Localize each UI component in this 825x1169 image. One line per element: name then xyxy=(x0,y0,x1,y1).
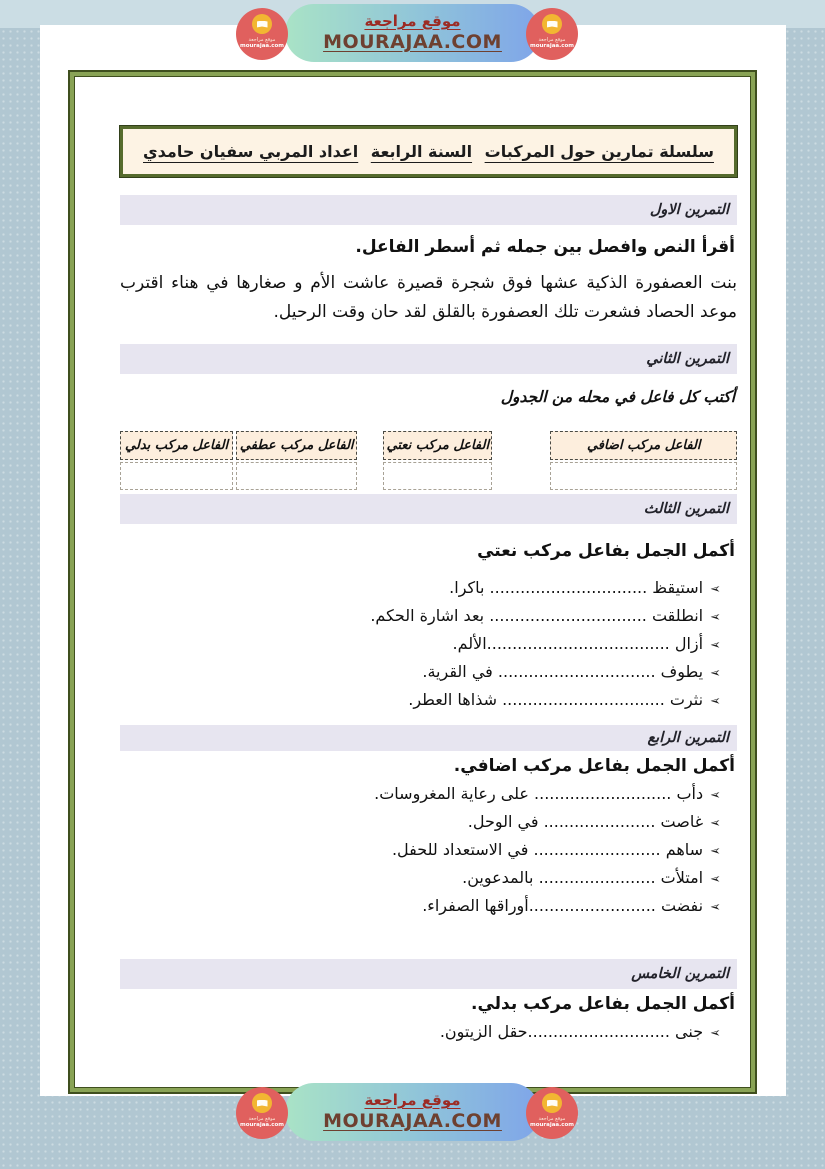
exercise-4-title: التمرين الرابع xyxy=(647,730,729,746)
top-banner-pill xyxy=(285,4,540,62)
mourajaa-logo xyxy=(526,1087,578,1139)
list-item xyxy=(120,865,721,893)
exercise-3-list xyxy=(120,575,737,715)
arrow-bullet-icon: ➢ xyxy=(710,816,721,831)
list-item xyxy=(120,1019,721,1047)
logo-caption-arabic: موقع مراجعة xyxy=(538,1116,566,1122)
item-text: يطوف ............................... في القرية. xyxy=(422,662,704,681)
arrow-bullet-icon: ➢ xyxy=(710,610,721,625)
exercise-4-section xyxy=(120,725,737,921)
exercise-2-instruction: أكتب كل فاعل في محله من الجدول xyxy=(500,388,735,406)
header-grade: السنة الرابعة xyxy=(370,142,473,161)
list-item xyxy=(120,631,721,659)
exercise-5-title-band xyxy=(120,959,737,989)
exercise-4-title-band xyxy=(120,725,737,751)
worksheet-page xyxy=(40,25,786,1096)
list-item xyxy=(120,781,721,809)
logo-caption-domain: mourajaa.com xyxy=(529,43,575,49)
item-text: غاصت ...................... في الوحل. xyxy=(467,812,704,831)
exercise-4-instruction: أكمل الجمل بفاعل مركب اضافي. xyxy=(453,756,735,776)
item-text: نفضت .........................أوراقها الصفراء. xyxy=(422,896,704,915)
exercise-2-title: التمرين الثاني xyxy=(646,351,729,367)
page-border-frame xyxy=(68,70,757,1094)
exercise-3-title-band xyxy=(120,494,737,524)
mourajaa-logo xyxy=(236,1087,288,1139)
banner-title-link[interactable]: موقع مراجعة xyxy=(364,1091,461,1109)
exercise-3-section xyxy=(120,494,737,715)
logo-caption-domain: mourajaa.com xyxy=(239,43,285,49)
list-item xyxy=(120,687,721,715)
book-icon xyxy=(542,1093,562,1113)
document-header-box xyxy=(120,126,737,177)
arrow-bullet-icon: ➢ xyxy=(710,666,721,681)
table-empty-cell xyxy=(550,462,737,490)
arrow-bullet-icon: ➢ xyxy=(710,900,721,915)
exercise-1-title: التمرين الاول xyxy=(649,202,729,218)
list-item xyxy=(120,893,721,921)
table-empty-cell xyxy=(383,462,492,490)
item-text: استيقظ ............................... باكرا. xyxy=(449,578,704,597)
banner-domain-link[interactable]: MOURAJAA.COM xyxy=(323,1110,502,1132)
arrow-bullet-icon: ➢ xyxy=(710,844,721,859)
logo-caption-domain: mourajaa.com xyxy=(239,1122,285,1128)
exercise-5-section xyxy=(120,959,737,1047)
subject-table xyxy=(120,431,737,490)
list-item xyxy=(120,809,721,837)
table-empty-cell xyxy=(120,462,233,490)
exercise-1-paragraph: بنت العصفورة الذكية عشها فوق شجرة قصيرة عاشت الأم و صغارها في هناء اقترب موعد الحصاد فشعرت تلك العصفورة بالقلق لقد حان وقت الرحيل. xyxy=(120,273,737,322)
item-text: امتلأت ....................... بالمدعوين. xyxy=(462,868,704,887)
arrow-bullet-icon: ➢ xyxy=(710,694,721,709)
arrow-bullet-icon: ➢ xyxy=(710,872,721,887)
table-header-cell: الفاعل مركب نعتي xyxy=(383,431,492,460)
table-header-cell: الفاعل مركب اضافي xyxy=(550,431,737,460)
logo-caption-arabic: موقع مراجعة xyxy=(538,37,566,43)
arrow-bullet-icon: ➢ xyxy=(710,788,721,803)
book-icon xyxy=(252,1093,272,1113)
mourajaa-logo xyxy=(236,8,288,60)
item-text: أزال ....................................الألم. xyxy=(452,634,704,653)
worksheet-content xyxy=(120,195,737,1047)
item-text: ساهم ......................... في الاستعداد للحفل. xyxy=(391,840,704,859)
list-item xyxy=(120,575,721,603)
item-text: انطلقت ............................... بعد اشارة الحكم. xyxy=(370,606,704,625)
banner-title-link[interactable]: موقع مراجعة xyxy=(364,12,461,30)
item-text: نثرت ................................ شذاها العطر. xyxy=(408,690,704,709)
arrow-bullet-icon: ➢ xyxy=(710,638,721,653)
list-item xyxy=(120,603,721,631)
exercise-5-instruction: أكمل الجمل بفاعل مركب بدلي. xyxy=(470,994,735,1014)
banner-domain-link[interactable]: MOURAJAA.COM xyxy=(323,31,502,53)
exercise-1-section xyxy=(120,195,737,327)
book-icon xyxy=(542,14,562,34)
exercise-2-title-band xyxy=(120,344,737,374)
page-border-frame-inner xyxy=(70,72,755,1092)
subject-table-empty-row xyxy=(120,460,737,490)
exercise-1-instruction: أقرأ النص وافصل بين جمله ثم أسطر الفاعل. xyxy=(355,237,735,257)
book-icon xyxy=(252,14,272,34)
exercise-5-title: التمرين الخامس xyxy=(631,966,729,982)
exercise-2-section xyxy=(120,344,737,490)
list-item xyxy=(120,659,721,687)
table-header-cell: الفاعل مركب بدلي xyxy=(120,431,233,460)
logo-caption-arabic: موقع مراجعة xyxy=(248,37,276,43)
logo-caption-domain: mourajaa.com xyxy=(529,1122,575,1128)
exercise-5-list xyxy=(120,1019,737,1047)
subject-table-header-row xyxy=(120,431,737,460)
exercise-3-instruction: أكمل الجمل بفاعل مركب نعتي xyxy=(477,541,735,561)
bottom-banner-pill xyxy=(285,1083,540,1141)
header-author: اعداد المربي سفيان حامدي xyxy=(143,142,359,161)
logo-caption-arabic: موقع مراجعة xyxy=(248,1116,276,1122)
arrow-bullet-icon: ➢ xyxy=(710,1026,721,1041)
exercise-4-list xyxy=(120,781,737,921)
table-empty-cell xyxy=(236,462,357,490)
item-text: دأب ........................... على رعاية المغروسات. xyxy=(374,784,704,803)
arrow-bullet-icon: ➢ xyxy=(710,582,721,597)
list-item xyxy=(120,837,721,865)
exercise-1-title-band xyxy=(120,195,737,225)
table-header-cell: الفاعل مركب عطفي xyxy=(236,431,357,460)
item-text: جنى ............................حقل الزيتون. xyxy=(439,1022,704,1041)
mourajaa-logo xyxy=(526,8,578,60)
header-series: سلسلة تمارين حول المركبات xyxy=(484,142,714,161)
exercise-3-title: التمرين الثالث xyxy=(643,501,729,517)
